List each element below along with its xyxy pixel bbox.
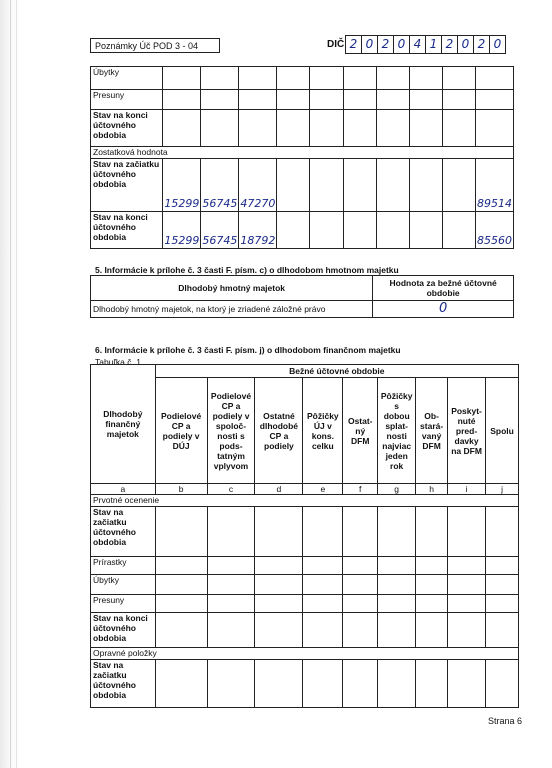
table-row [91,595,519,613]
handwritten-value: 15299 [163,159,201,212]
handwritten-value: 89514 [475,159,513,212]
table-row [91,484,519,495]
handwritten-value: 56745 [201,212,239,249]
section-6-table [90,364,519,708]
row-label: Stav na konci účtovného obdobia [91,613,156,648]
dic-digit: 4 [409,35,426,54]
column-letter: j [486,484,519,495]
dic-digit: 0 [393,35,410,54]
handwritten-value: 85560 [475,212,513,249]
dic-digit: 1 [425,35,442,54]
column-header: Ostat- ný DFM [343,378,378,484]
table-row [91,90,514,110]
row-label: Dlhodobý hmotný majetok, na ktorý je zriadené záložné právo [91,301,373,318]
column-letter: i [448,484,486,495]
row-label-ubytky: Úbytky [91,67,163,90]
top-asset-table [90,66,514,249]
table-row [91,147,514,159]
page-number: Strana 6 [488,716,523,726]
handwritten-value: 18792 [239,212,277,249]
column-header: Poskyt- nuté pred- davky na DFM [448,378,486,484]
dic-digit: 2 [441,35,458,54]
table-row [91,301,514,318]
form-label-box: Poznámky Úč POD 3 - 04 [90,38,220,53]
column-header: Dlhodobý finančný majetok [91,365,156,484]
column-letter: c [207,484,255,495]
residual-value-heading: Zostatková hodnota [91,147,514,159]
row-label: Prírastky [91,557,156,575]
dic-digit: 2 [473,35,490,54]
table-row [91,507,519,557]
handwritten-value: 47270 [239,159,277,212]
row-label: Stav na začiatku účtovného obdobia [91,660,156,708]
column-header: Pôžičky s dobou splat- nosti najviac jeden rok [378,378,416,484]
table-row [91,276,514,301]
table-row [91,495,519,507]
handwritten-value: 56745 [201,159,239,212]
column-header: Pôžičky ÚJ v kons. celku [303,378,343,484]
table-row [91,110,514,147]
table-row [91,67,514,90]
column-letter: f [343,484,378,495]
dic-digit: 2 [345,35,362,54]
table-row [91,378,519,484]
table-row [91,660,519,708]
table-row [91,613,519,648]
dic-digit: 2 [377,35,394,54]
table-row [91,648,519,660]
group-header: Bežné účtovné obdobie [155,365,518,378]
column-header: Hodnota za bežné účtovné obdobie [373,276,514,301]
row-label-stav-konci: Stav na konci účtovného obdobia [91,110,163,147]
dic-digit-boxes [346,35,506,54]
table-row [91,159,514,212]
section-5-title: 5. Informácie k prílohe č. 3 časti F. písm. c) o dlhodobom hmotnom majetku [95,265,399,275]
column-letter: a [91,484,156,495]
section-6-title: 6. Informácie k prílohe č. 3 časti F. písm. j) o dlhodobom finančnom majetku [95,345,401,355]
column-header: Dlhodobý hmotný majetok [91,276,373,301]
row-label-stav-zaciatku: Stav na začiatku účtovného obdobia [91,159,163,212]
section-5-table [90,275,514,318]
table-row [91,212,514,249]
column-header: Ostatné dlhodobé CP a podiely [255,378,303,484]
column-letter: e [303,484,343,495]
column-header: Ob- stará- vaný DFM [416,378,448,484]
page-edge-shadow-inner [16,0,17,768]
row-label: Presuny [91,595,156,613]
page-edge-shadow [10,0,11,768]
dic-digit: 0 [361,35,378,54]
dic-digit: 0 [457,35,474,54]
table-number-label: Tabuľka č. 1 [95,357,141,367]
table-row [91,557,519,575]
column-letter: h [416,484,448,495]
dic-digit: 0 [489,35,506,54]
row-label: Stav na začiatku účtovného obdobia [91,507,156,557]
handwritten-value: 0 [373,301,514,318]
column-letter: d [255,484,303,495]
handwritten-value: 15299 [163,212,201,249]
row-label-stav-konci-zostatkova: Stav na konci účtovného obdobia [91,212,163,249]
column-header: Podielové CP a podiely v DÚJ [155,378,207,484]
column-header: Podielové CP a podiely v spoloč- nosti s pods- tatným vplyvom [207,378,255,484]
column-header: Spolu [486,378,519,484]
dic-label: DIČ [327,39,345,50]
column-letter: g [378,484,416,495]
section-heading-initial: Prvotné ocenenie [91,495,519,507]
column-letter: b [155,484,207,495]
row-label: Úbytky [91,575,156,595]
row-label-presuny: Presuny [91,90,163,110]
table-row [91,365,519,378]
section-heading-adjust: Opravné položky [91,648,519,660]
table-row [91,575,519,595]
